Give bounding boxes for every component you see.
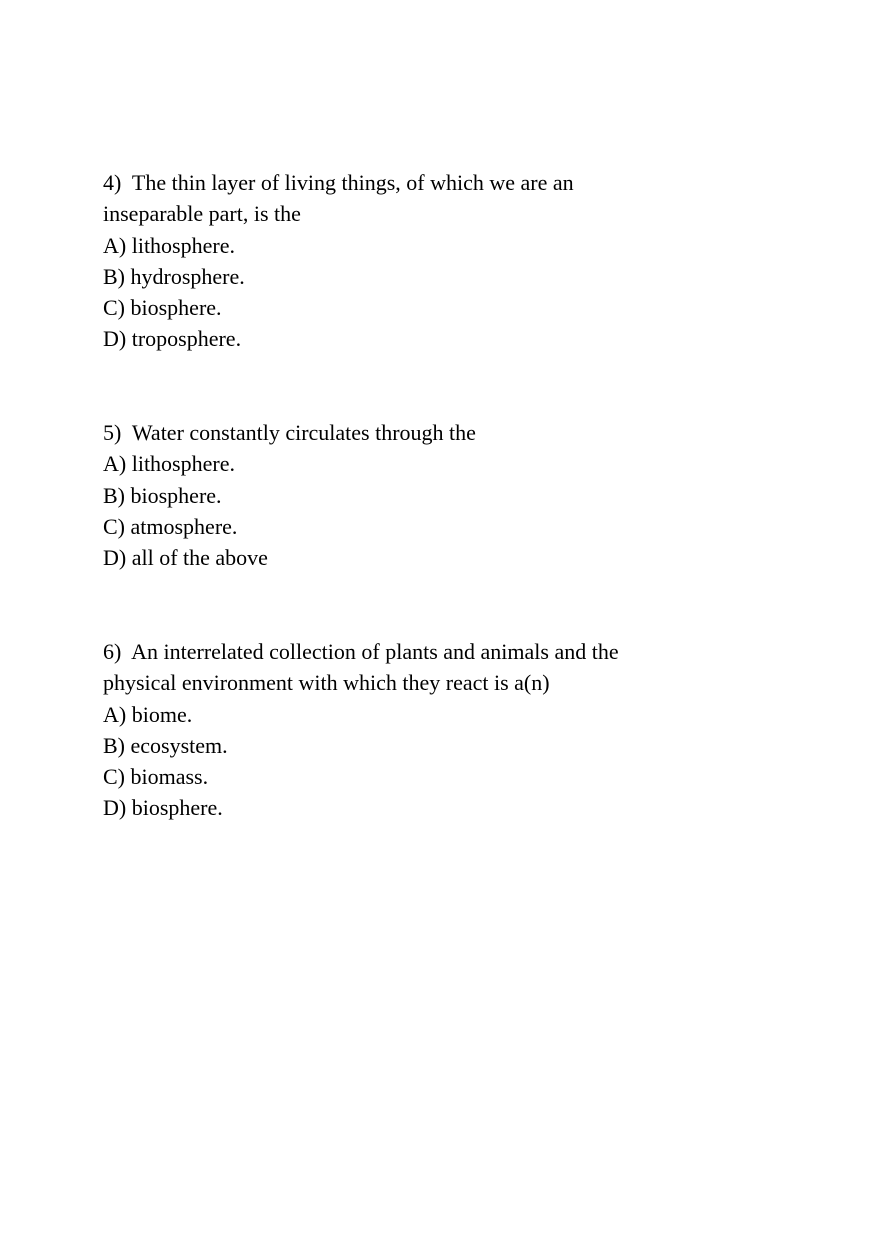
answer-option-b: B) biosphere. bbox=[103, 482, 222, 508]
answer-option-c: C) biomass. bbox=[103, 764, 209, 790]
answer-option-b: B) hydrosphere. bbox=[103, 263, 245, 289]
question-stem-line: 6) An interrelated collection of plants and animals and the bbox=[103, 639, 619, 664]
answer-option-a: A) lithosphere. bbox=[103, 232, 235, 258]
question-4 bbox=[103, 167, 743, 355]
question-stem-line: inseparable part, is the bbox=[103, 201, 301, 227]
answer-option-b: B) ecosystem. bbox=[103, 732, 228, 758]
question-stem-line: physical environment with which they react is a(n) bbox=[103, 670, 550, 696]
answer-option-a: A) biome. bbox=[103, 701, 193, 727]
answer-option-d: D) biosphere. bbox=[103, 795, 223, 821]
answer-option-a: A) lithosphere. bbox=[103, 451, 235, 477]
answer-option-d: D) troposphere. bbox=[103, 326, 242, 352]
question-stem-line: 5) Water constantly circulates through the bbox=[103, 420, 476, 445]
answer-option-d: D) all of the above bbox=[103, 545, 268, 571]
question-5 bbox=[103, 417, 743, 573]
question-stem-line: 4) The thin layer of living things, of which we are an bbox=[103, 170, 574, 195]
answer-option-c: C) biosphere. bbox=[103, 295, 222, 321]
question-6 bbox=[103, 636, 743, 824]
answer-option-c: C) atmosphere. bbox=[103, 513, 238, 539]
